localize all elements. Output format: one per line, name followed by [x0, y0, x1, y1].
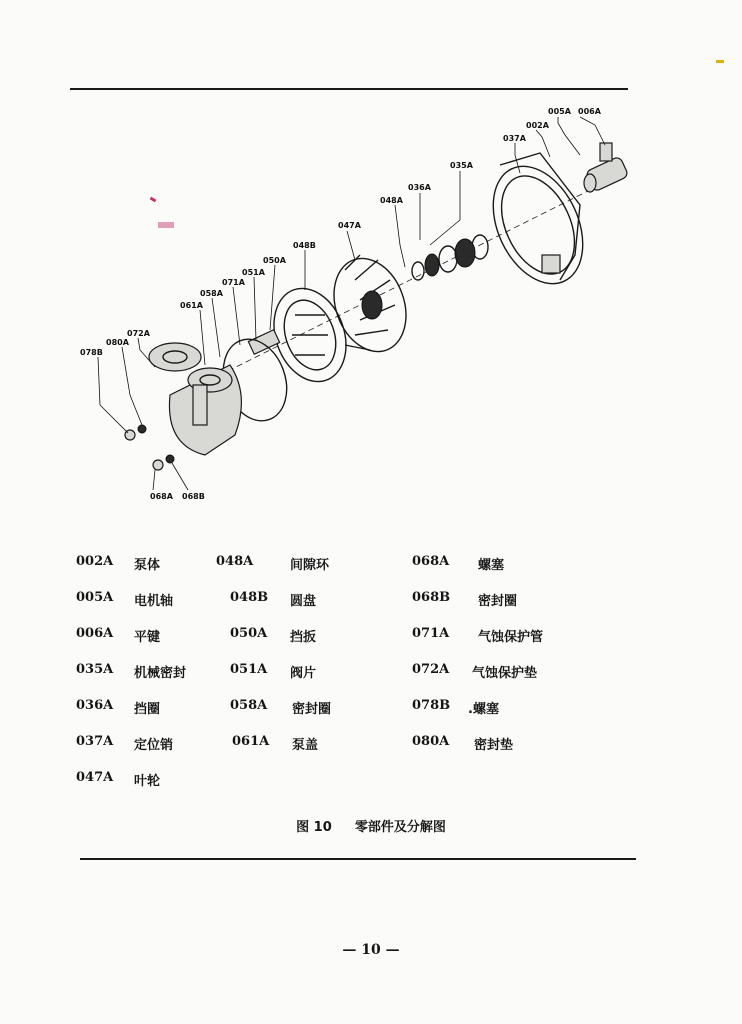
part-code: 037A [76, 734, 114, 749]
part-name: 叶轮 [134, 774, 161, 789]
callout-080A: 080A [106, 338, 129, 347]
part-code: 047A [76, 770, 114, 785]
part-code: 078B [412, 698, 451, 713]
part-code: 071A [412, 626, 450, 641]
callout-071A: 071A [222, 278, 245, 287]
callout-068B: 068B [182, 492, 205, 501]
part-name: 机械密封 [134, 666, 187, 681]
callout-072A: 072A [127, 329, 150, 338]
callout-002A: 002A [526, 121, 549, 130]
plugs [125, 425, 174, 470]
callout-005A: 005A [548, 107, 571, 116]
exploded-diagram [60, 95, 660, 515]
callout-058A: 058A [200, 289, 223, 298]
leader-lines [98, 117, 605, 490]
part-code: 006A [76, 626, 114, 641]
motor-shaft [584, 143, 629, 192]
top-rule [70, 88, 628, 90]
part-code: 035A [76, 662, 114, 677]
page-number: — 10 — [342, 942, 400, 958]
part-name: 挡圈 [134, 702, 161, 717]
callout-051A: 051A [242, 268, 265, 277]
figure-number: 图 10 [296, 820, 332, 835]
part-name: .螺塞 [468, 702, 499, 717]
part-name: 密封垫 [474, 738, 514, 753]
axis-line [210, 175, 620, 380]
part-code: 068A [412, 554, 450, 569]
callout-050A: 050A [263, 256, 286, 265]
part-code: 080A [412, 734, 450, 749]
callout-006A: 006A [578, 107, 601, 116]
callout-061A: 061A [180, 301, 203, 310]
part-name: 平键 [134, 630, 161, 645]
part-code: 051A [230, 662, 268, 677]
part-name: 螺塞 [478, 558, 505, 573]
callout-068A: 068A [150, 492, 173, 501]
part-name: 泵盖 [292, 738, 319, 753]
part-name: 密封圈 [478, 594, 518, 609]
ink-mark [716, 60, 724, 63]
callout-047A: 047A [338, 221, 361, 230]
exploded-diagram-svg [60, 95, 660, 515]
callout-078B: 078B [80, 348, 103, 357]
bottom-rule [80, 858, 636, 860]
callout-048B: 048B [293, 241, 316, 250]
pump-body-foot [542, 255, 560, 273]
key-part [600, 143, 612, 161]
mechanical-seal [412, 235, 488, 280]
part-code: 002A [76, 554, 114, 569]
part-name: 间隙环 [290, 558, 330, 573]
part-code: 058A [230, 698, 268, 713]
part-code: 005A [76, 590, 114, 605]
part-name: 密封圈 [292, 702, 332, 717]
callout-036A: 036A [408, 183, 431, 192]
pump-body [476, 152, 601, 298]
part-name: 气蚀保护垫 [472, 666, 538, 681]
part-name: 定位销 [134, 738, 174, 753]
part-name: 挡扳 [290, 630, 317, 645]
callout-037A: 037A [503, 134, 526, 143]
part-code: 048A [216, 554, 254, 569]
part-code: 050A [230, 626, 268, 641]
flange-upper [149, 343, 201, 371]
parts-legend [0, 540, 742, 800]
pump-cover [149, 343, 241, 455]
part-code: 072A [412, 662, 450, 677]
figure-title: 零部件及分解图 [354, 820, 446, 835]
part-name: 电机轴 [134, 594, 174, 609]
part-code: 068B [412, 590, 451, 605]
figure-caption [0, 816, 742, 835]
part-code: 036A [76, 698, 114, 713]
callout-048A: 048A [380, 196, 403, 205]
part-name: 泵体 [134, 558, 161, 573]
callout-035A: 035A [450, 161, 473, 170]
part-name: 气蚀保护管 [478, 630, 544, 645]
part-name: 圆盘 [290, 594, 317, 609]
ink-mark [158, 222, 174, 228]
part-name: 阀片 [290, 666, 317, 681]
part-code: 048B [230, 590, 269, 605]
part-code: 061A [232, 734, 270, 749]
